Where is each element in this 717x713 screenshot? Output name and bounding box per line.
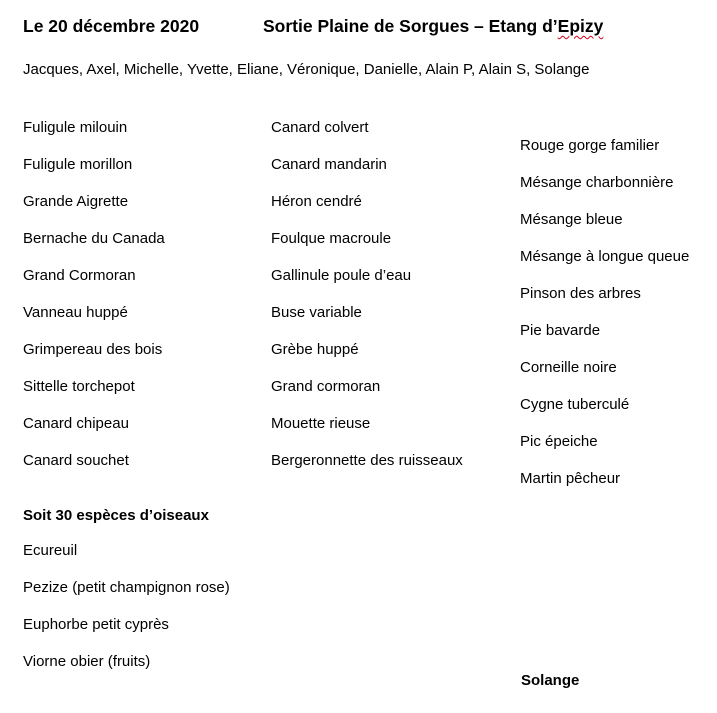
observation-item: Euphorbe petit cyprès — [23, 616, 169, 633]
observation-item: Pezize (petit champignon rose) — [23, 579, 230, 596]
bird-item: Mouette rieuse — [271, 415, 371, 432]
birds-column-2 — [271, 119, 471, 489]
bird-item: Vanneau huppé — [23, 304, 128, 321]
bird-item: Mésange à longue queue — [520, 248, 690, 265]
bird-item: Buse variable — [271, 304, 362, 321]
other-observations — [23, 542, 323, 690]
bird-item: Gallinule poule d’eau — [271, 267, 412, 284]
bird-item: Canard chipeau — [23, 415, 129, 432]
bird-item: Pie bavarde — [520, 322, 601, 339]
bird-item: Canard mandarin — [271, 156, 387, 173]
bird-item: Foulque macroule — [271, 230, 392, 247]
bird-item: Martin pêcheur — [520, 470, 621, 487]
participants-list: Jacques, Axel, Michelle, Yvette, Eliane, Véronique, Danielle, Alain P, Alain S, Solange — [23, 61, 590, 78]
bird-item: Grimpereau des bois — [23, 341, 163, 358]
bird-item: Grande Aigrette — [23, 193, 129, 210]
bird-item: Héron cendré — [271, 193, 362, 210]
bird-item: Grèbe huppé — [271, 341, 359, 358]
bird-item: Sittelle torchepot — [23, 378, 135, 395]
bird-item: Mésange bleue — [520, 211, 623, 228]
bird-item: Rouge gorge familier — [520, 137, 660, 154]
author-signature: Solange — [521, 672, 580, 689]
bird-item: Pic épeiche — [520, 433, 598, 450]
bird-item: Grand Cormoran — [23, 267, 136, 284]
bird-item: Cygne tuberculé — [520, 396, 630, 413]
bird-item: Corneille noire — [520, 359, 617, 376]
bird-item: Pinson des arbres — [520, 285, 641, 302]
outing-title-place: Epizy — [557, 16, 604, 36]
outing-title — [263, 16, 603, 37]
observation-item: Viorne obier (fruits) — [23, 653, 151, 670]
bird-item: Fuligule milouin — [23, 119, 128, 136]
birds-column-1 — [23, 119, 263, 489]
bird-item: Grand cormoran — [271, 378, 381, 395]
bird-item: Mésange charbonnière — [520, 174, 674, 191]
observation-item: Ecureuil — [23, 542, 78, 559]
bird-item: Canard colvert — [271, 119, 369, 136]
bird-item: Bergeronnette des ruisseaux — [271, 452, 463, 469]
species-total: Soit 30 espèces d’oiseaux — [23, 507, 209, 524]
bird-item: Canard souchet — [23, 452, 129, 469]
bird-item: Fuligule morillon — [23, 156, 133, 173]
bird-item: Bernache du Canada — [23, 230, 165, 247]
outing-date: Le 20 décembre 2020 — [23, 16, 200, 36]
birds-column-3 — [520, 137, 715, 507]
outing-title-main: Sortie Plaine de Sorgues – Etang d’ — [263, 16, 558, 36]
